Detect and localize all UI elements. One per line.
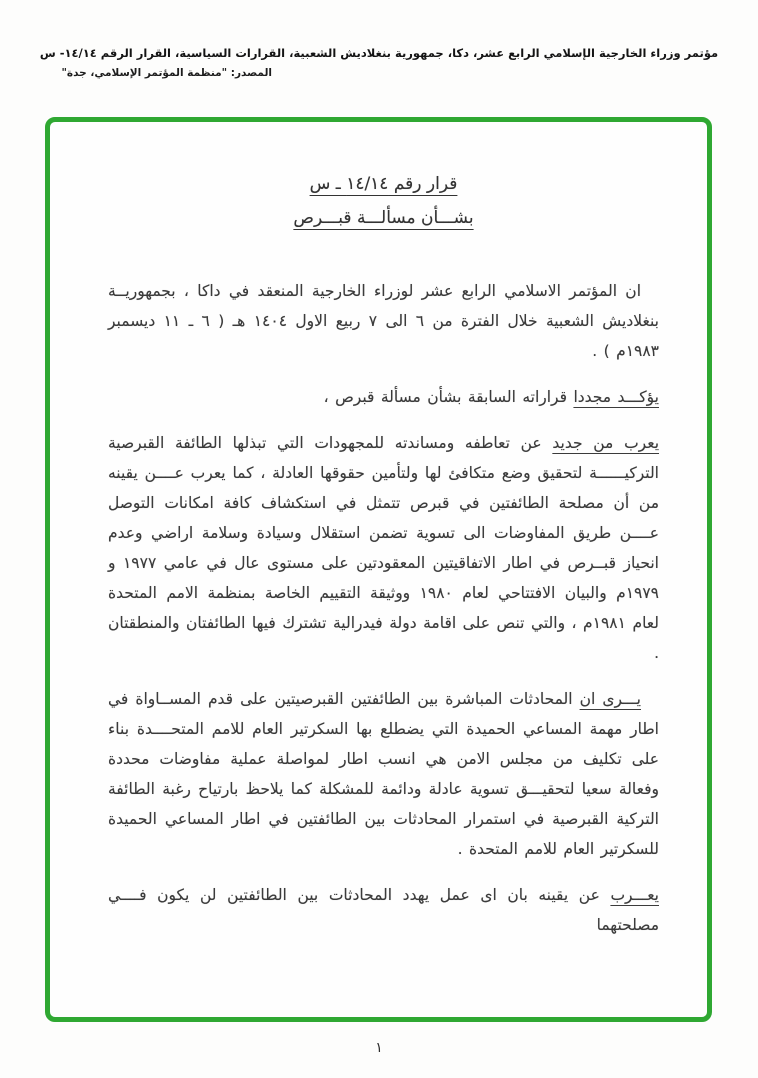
- paragraph-considers-talks-text: المحادثات المباشرة بين الطائفتين القبرصيتين على قدم المســاواة في اطار مهمة المساعي الحميدة التي يضطلع بها السكرتير العام للامم المتحــــدة بناء على تكليف من مجلس الامن هي انسب اطار لمواصلة عملية مفاوضات محددة وفعالة سعيا لتحقيـــق تسوية عادلة ودائمة للمشكلة كما يلاحظ بارتياح رغبة الطائفة التركية القبرصية في استمرار المحادثات بين الطائفتين في اطار المساعي الحميدة للسكرتير العام للامم المتحدة .: [108, 690, 659, 858]
- header-title: مؤتمر وزراء الخارجية الإسلامي الرابع عشر، دكا، جمهورية بنغلاديش الشعبية، القرارات السياسية، القرار الرقم ١٤/١٤- س: [39, 46, 719, 60]
- paragraph-expresses-support-lead: يعرب من جديد: [552, 434, 660, 452]
- paragraph-reaffirms-text: قراراته السابقة بشأن مسألة قبرص ،: [323, 388, 574, 406]
- paragraph-expresses-support-text: عن تعاطفه ومساندته للمجهودات التي تبذلها الطائفة القبرصية التركيــــــة لتحقيق وضع متكافئ لها ولتأمين حقوقها العادلة ، كما يعرب عــــن يقينه من أن مصلحة الطائفتين في قبرص تتمثل في استكشاف كافة امكانات التوصل عــــن طريق المفاوضات الى تسوية تضمن استقلال وسيادة وسلامة اراضي وعدم انحياز قبــرص في اطار الاتفاقيتين المعقودتين على مستوى عال في عامي ١٩٧٧ و ١٩٧٩م والبيان الافتتاحي لعام ١٩٨٠ ووثيقة التقييم الخاصة بمنظمة الامم المتحدة لعام ١٩٨١م ، والتي تنص على اقامة دولة فيدرالية تشترك فيها الطائفتان والمنطقتان .: [108, 434, 659, 662]
- paragraph-conviction-lead: يعـــرب: [610, 886, 659, 904]
- resolution-subject-wrap: [108, 208, 659, 228]
- document-header: [0, 0, 758, 79]
- paragraph-reaffirms: [108, 382, 659, 412]
- scan-content: [50, 122, 707, 940]
- paragraph-considers-talks-lead: يـــرى ان: [579, 690, 641, 708]
- scan-frame: [45, 117, 712, 1022]
- paragraph-considers-talks: [108, 684, 659, 864]
- header-source: المصدر: "منظمة المؤتمر الإسلامي، جدة": [61, 67, 272, 79]
- paragraph-reaffirms-lead: يؤكـــد مجددا: [573, 388, 659, 406]
- resolution-number: قرار رقم ١٤/١٤ ـ س: [309, 174, 458, 194]
- paragraph-preamble: [108, 276, 659, 366]
- paragraph-conviction: [108, 880, 659, 940]
- paragraph-expresses-support: [108, 428, 659, 668]
- resolution-title-block: [108, 174, 659, 228]
- page-number: ١: [375, 1040, 383, 1056]
- resolution-subject: بشـــأن مسألـــة قبـــرص: [293, 208, 474, 228]
- paragraph-preamble-text: ان المؤتمر الاسلامي الرابع عشر لوزراء الخارجية المنعقد في داكا ، بجمهوريــة بنغلاديش الشعبية خلال الفترة من ٦ الى ٧ ربيع الاول ١٤٠٤ هـ ( ٦ ـ ١١ ديسمبر ١٩٨٣م ) .: [108, 282, 659, 360]
- paragraph-conviction-text: عن يقينه بان اى عمل يهدد المحادثات بين الطائفتين لن يكون فــــي مصلحتهما: [108, 886, 659, 934]
